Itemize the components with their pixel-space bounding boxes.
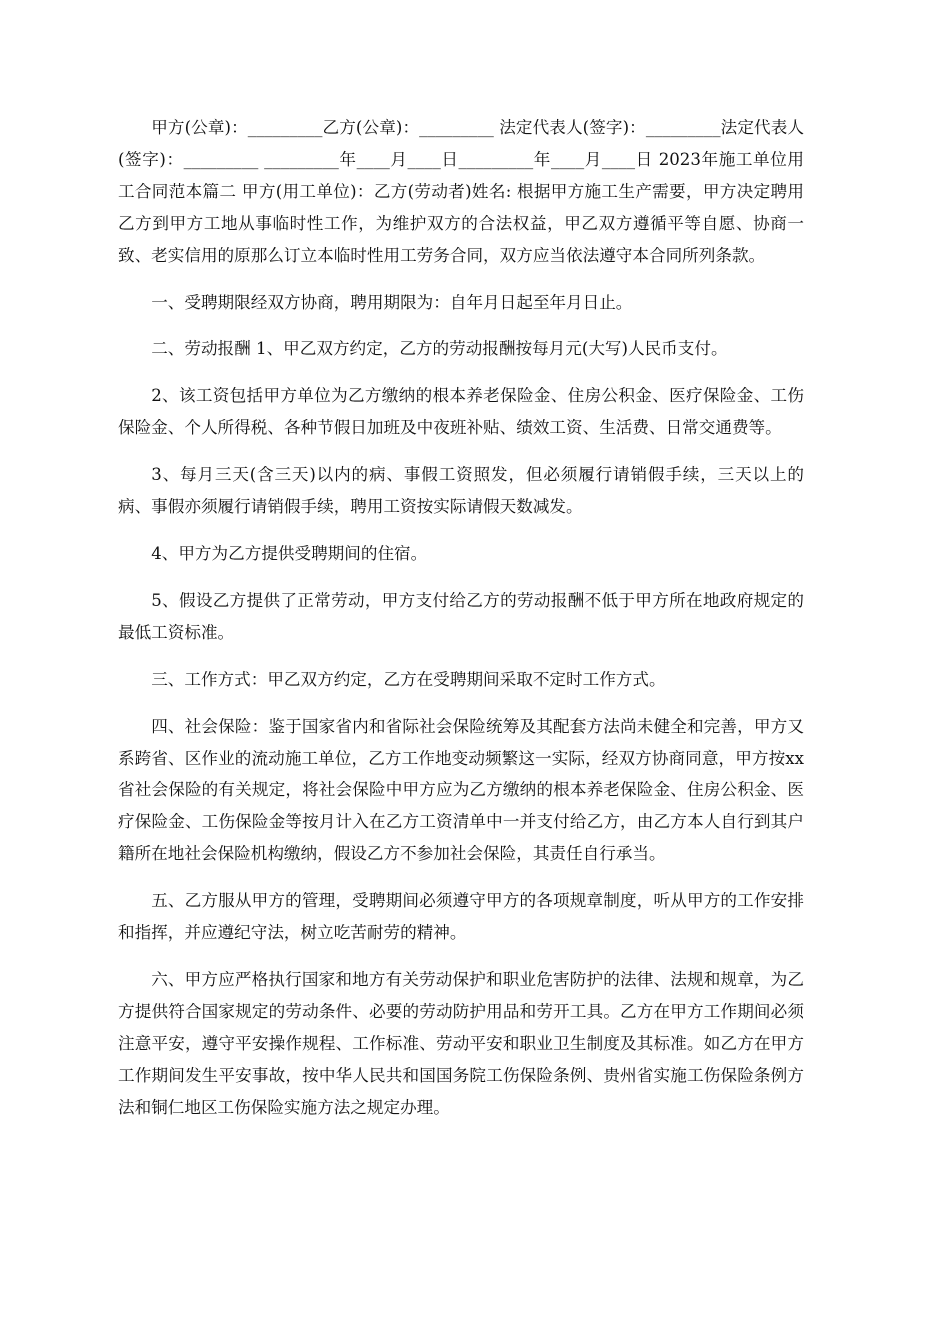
clause-minimum-wage-paragraph: 5、假设乙方提供了正常劳动，甲方支付给乙方的劳动报酬不低于甲方所在地政府规定的最低工资标准。 (118, 590, 804, 642)
document-body (118, 112, 804, 1138)
clause-accommodation-paragraph: 4、甲方为乙方提供受聘期间的住宿。 (151, 543, 428, 563)
contract-header-paragraph: 甲方(公章)：_________乙方(公章)：_________ 法定代表人(签字)：_________法定代表人(签字)：_________ _________年____月____日_________年____月____日 2023年施工单位用工合同范本篇二 甲方(用工单位)：乙方(劳动者)姓名: 根据甲方施工生产需要，甲方决定聘用乙方到甲方工地从事临时性工作，为维护双方的合法权益，甲乙双方遵循平等自愿、协商一致、老实信用的原那么订立本临时性用工劳务合同，双方应当依法遵守本合同所列条款。 (118, 118, 804, 265)
clause-term-paragraph: 一、受聘期限经双方协商，聘用期限为：自年月日起至年月日止。 (151, 292, 633, 312)
clause-remuneration-paragraph: 二、劳动报酬 1、甲乙双方约定，乙方的劳动报酬按每月元(大写)人民币支付。 (151, 339, 728, 359)
clause-work-mode-paragraph: 三、工作方式：甲乙双方约定，乙方在受聘期间采取不定时工作方式。 (151, 669, 666, 689)
clause-wage-composition-paragraph: 2、该工资包括甲方单位为乙方缴纳的根本养老保险金、住房公积金、医疗保险金、工伤保险金、个人所得税、各种节假日加班及中夜班补贴、绩效工资、生活费、日常交通费等。 (118, 386, 804, 438)
clause-safety-paragraph: 六、甲方应严格执行国家和地方有关劳动保护和职业危害防护的法律、法规和规章，为乙方提供符合国家规定的劳动条件、必要的劳动防护用品和劳开工具。乙方在甲方工作期间必须注意平安，遵守平安操作规程、工作标准、劳动平安和职业卫生制度及其标准。如乙方在甲方工作期间发生平安事故，按中华人民共和国国务院工伤保险条例、贵州省实施工伤保险条例方法和铜仁地区工伤保险实施方法之规定办理。 (118, 969, 804, 1117)
clause-management-paragraph: 五、乙方服从甲方的管理，受聘期间必须遵守甲方的各项规章制度，听从甲方的工作安排和指挥，并应遵纪守法，树立吃苦耐劳的精神。 (118, 891, 804, 943)
clause-social-insurance-paragraph: 四、社会保险：鉴于国家省内和省际社会保险统筹及其配套方法尚未健全和完善，甲方又系跨省、区作业的流动施工单位，乙方工作地变动频繁这一实际，经双方协商同意，甲方按xx省社会保险的有关规定，将社会保险中甲方应为乙方缴纳的根本养老保险金、住房公积金、医疗保险金、工伤保险金等按月计入在乙方工资清单中一并支付给乙方，由乙方本人自行到其户籍所在地社会保险机构缴纳，假设乙方不参加社会保险，其责任自行承当。 (118, 716, 804, 864)
clause-leave-paragraph: 3、每月三天(含三天)以内的病、事假工资照发，但必须履行请销假手续，三天以上的病、事假亦须履行请销假手续，聘用工资按实际请假天数减发。 (118, 465, 804, 517)
